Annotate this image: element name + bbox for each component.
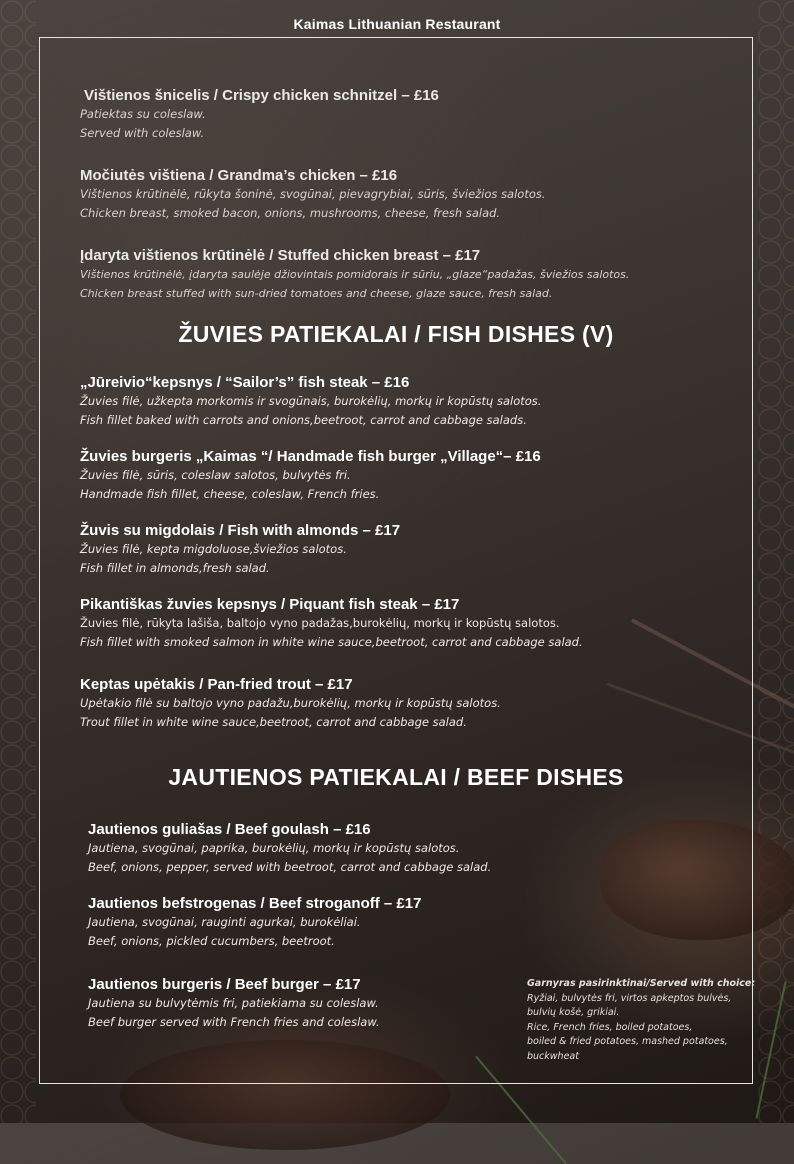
dish-description-lt: Upėtakio filė su baltojo vyno padažu,burokėlių, morkų ir kopūstų salotos. xyxy=(80,696,501,710)
dish-description-en: Served with coleslaw. xyxy=(80,126,205,140)
dish-description-lt: Žuvies filė, kepta migdoluose,šviežios salotos. xyxy=(80,542,347,556)
dish-title: Močiutės vištiena / Grandma’s chicken – £16 xyxy=(80,167,398,184)
dish-description-lt: Jautiena, svogūnai, rauginti agurkai, burokėliai. xyxy=(88,915,361,929)
dish-description-en: Fish fillet with smoked salmon in white wine sauce,beetroot, carrot and cabbage salad. xyxy=(80,635,583,649)
right-ornament-border xyxy=(758,0,794,1123)
dish-title: Žuvis su migdolais / Fish with almonds – £17 xyxy=(80,522,401,539)
dish-description-lt: Žuvies filė, užkepta morkomis ir svogūnais, burokėlių, morkų ir kopūstų salotos. xyxy=(80,394,542,408)
dish-description-en: Beef, onions, pepper, served with beetroot, carrot and cabbage salad. xyxy=(88,860,492,874)
menu-item xyxy=(80,373,541,430)
dish-description-lt: Vištienos krūtinėlė, įdaryta saulėje džiovintais pomidorais ir sūriu, „glaze“padažas, šviežios salotos. xyxy=(80,268,630,281)
dish-description-lt: Patiektas su coleslaw. xyxy=(80,107,206,121)
dish-description-en: Beef burger served with French fries and coleslaw. xyxy=(88,1015,380,1029)
dish-description-lt: Žuvies filė, rūkyta lašiša, baltojo vyno padažas,burokėlių, morkų ir kopūstų salotos. xyxy=(80,616,560,630)
dish-description-en: Chicken breast, smoked bacon, onions, mushrooms, cheese, fresh salad. xyxy=(80,206,501,220)
side-dish-line: Ryžiai, bulvytės fri, virtos apkeptos bulvės, xyxy=(527,992,732,1004)
side-dish-line: Rice, French fries, boiled potatoes, xyxy=(527,1021,693,1033)
side-dish-heading: Garnyras pasirinktinai/Served with choice: xyxy=(527,978,756,989)
dish-title: Žuvies burgeris „Kaimas “/ Handmade fish burger „Village“– £16 xyxy=(80,448,541,465)
dish-description-en: Fish fillet baked with carrots and onions,beetroot, carrot and cabbage salads. xyxy=(80,413,527,427)
dish-title: „Jūreivio“kepsnys / “Sailor’s” fish steak – £16 xyxy=(80,374,410,391)
menu-item xyxy=(80,595,583,652)
left-ornament-border xyxy=(0,0,36,1123)
dish-description-en: Fish fillet in almonds,fresh salad. xyxy=(80,561,270,575)
dish-title: Jautienos burgeris / Beef burger – £17 xyxy=(88,976,361,993)
side-dish-line: buckwheat xyxy=(527,1050,579,1062)
dish-description-lt: Jautiena, svogūnai, paprika, burokėlių, morkų ir kopūstų salotos. xyxy=(88,841,460,855)
dish-title: Įdaryta vištienos krūtinėlė / Stuffed chicken breast – £17 xyxy=(80,247,481,264)
menu-item xyxy=(80,675,501,732)
dish-description-en: Handmade fish fillet, cheese, coleslaw, French fries. xyxy=(80,487,380,501)
menu-item xyxy=(80,246,629,303)
dish-description-lt: Žuvies filė, sūris, coleslaw salotos, bulvytės fri. xyxy=(80,468,351,482)
dish-description-lt: Jautiena su bulvytėmis fri, patiekiama su coleslaw. xyxy=(88,996,379,1010)
section-heading-fish: ŽUVIES PATIEKALAI / FISH DISHES (V) xyxy=(178,321,614,347)
dish-description-en: Chicken breast stuffed with sun-dried tomatoes and cheese, glaze sauce, fresh salad. xyxy=(80,287,553,300)
dish-description-en: Trout fillet in white wine sauce,beetroot, carrot and cabbage salad. xyxy=(80,715,467,729)
dish-title: Jautienos befstrogenas / Beef stroganoff – £17 xyxy=(88,895,422,912)
side-dish-line: bulvių košė, grikiai. xyxy=(527,1007,620,1018)
restaurant-name: Kaimas Lithuanian Restaurant xyxy=(293,16,501,32)
side-dish-line: boiled & fried potatoes, mashed potatoes, xyxy=(527,1036,728,1047)
dish-title: Vištienos šnicelis / Crispy chicken schnitzel – £16 xyxy=(84,87,439,104)
menu-item xyxy=(88,975,380,1032)
dish-title: Pikantiškas žuvies kepsnys / Piquant fish steak – £17 xyxy=(80,596,460,613)
dish-description-en: Beef, onions, pickled cucumbers, beetroot. xyxy=(88,934,335,948)
dish-title: Jautienos guliašas / Beef goulash – £16 xyxy=(88,821,371,838)
dish-title: Keptas upėtakis / Pan-fried trout – £17 xyxy=(80,676,353,693)
menu-item xyxy=(80,86,439,143)
menu-item xyxy=(80,166,546,223)
menu-item xyxy=(88,894,421,951)
menu-item xyxy=(80,447,541,504)
menu-item xyxy=(80,521,400,578)
menu-item xyxy=(88,820,491,877)
section-heading-beef: JAUTIENOS PATIEKALAI / BEEF DISHES xyxy=(168,764,624,790)
side-dish-note xyxy=(527,977,757,1064)
dish-description-lt: Vištienos krūtinėlė, rūkyta šoninė, svogūnai, pievagrybiai, sūris, šviežios salotos. xyxy=(80,187,546,201)
